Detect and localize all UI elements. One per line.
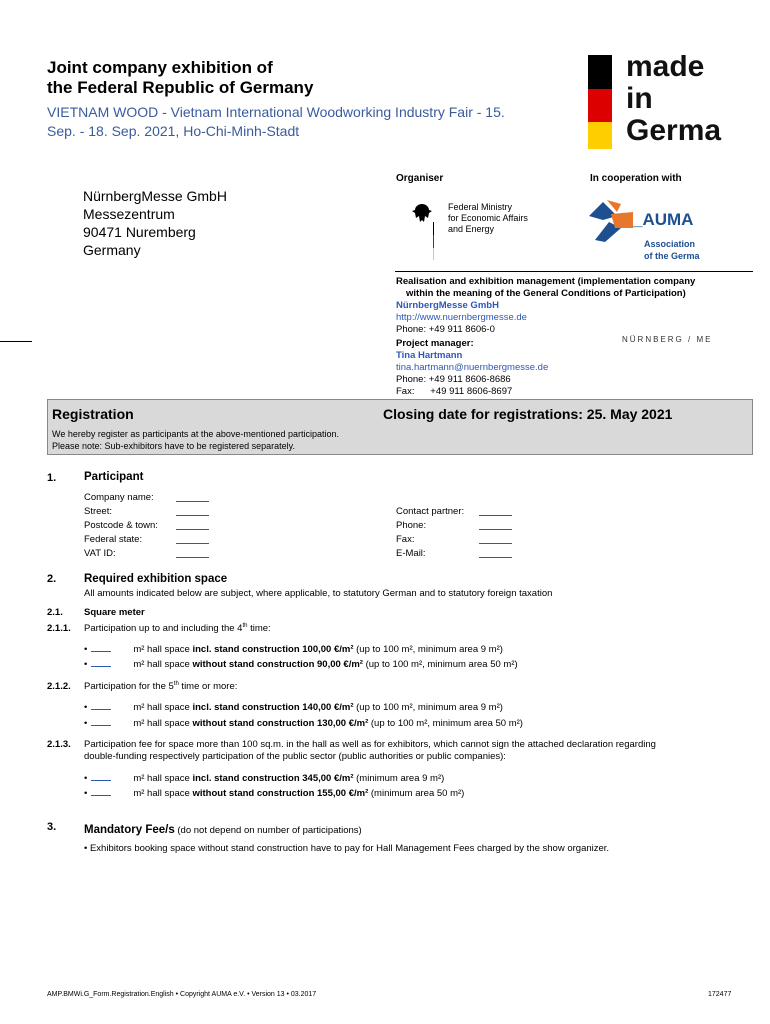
title-line-1: Joint company exhibition of (47, 58, 273, 77)
company-url-link[interactable]: http://www.nuernbergmesse.de (396, 312, 527, 323)
auma-sub-line: Association (644, 239, 696, 249)
bmwi-text (448, 202, 528, 235)
option-pre: m² hall space (133, 718, 193, 729)
s211-sup: th (242, 623, 248, 629)
bmwi-line: for Economic Affairs (448, 213, 528, 223)
s213-text (84, 739, 724, 763)
email-field[interactable] (479, 547, 512, 558)
s212-text-after: time or more: (178, 681, 238, 693)
subtitle-line-1: VIETNAM WOOD - Vietnam International Woodworking Industry Fair - 15. (47, 104, 505, 120)
registration-text-line: We hereby register as participants at the above-mentioned participation. (52, 429, 339, 439)
s211-without-m2-field[interactable] (91, 657, 111, 667)
section-title-participant: Participant (84, 471, 144, 483)
address-line: Messezentrum (83, 206, 175, 222)
bmwi-logo (410, 198, 540, 260)
option-post: (up to 100 m², minimum area 50 m²) (368, 718, 523, 729)
fair-subtitle (47, 103, 567, 141)
s212-text (84, 681, 237, 692)
realisation-heading: Realisation and exhibition management (implementation company (396, 276, 696, 287)
option-pre: m² hall space (133, 773, 193, 784)
auma-logo (587, 198, 717, 264)
registration-text (52, 428, 339, 452)
logo-word-in: in (626, 82, 653, 115)
option-row: • m² hall space incl. stand construction 140,00 €/m² (up to 100 m², minimum area 9 m²) (84, 702, 503, 713)
s212-sup: th (173, 681, 179, 687)
address-line: Germany (83, 242, 141, 258)
section-title-fees (84, 820, 362, 838)
bmwi-line: Federal Ministry (448, 202, 513, 212)
address-line: 90471 Nuremberg (83, 224, 196, 240)
flag-red-stripe (588, 89, 612, 122)
s213-text-line: Participation fee for space more than 100 sq.m. in the hall as well as for exhibitors, which cannot sign the attached declaration regarding (84, 739, 656, 750)
margin-mark (0, 341, 32, 342)
option-post: (up to 100 m², minimum area 9 m²) (353, 644, 503, 655)
option-price: incl. stand construction 100,00 €/m² (192, 644, 354, 655)
fax-field[interactable] (479, 533, 512, 544)
vat-id-field[interactable] (176, 547, 209, 558)
fees-text: • Exhibitors booking space without stand construction have to pay for Hall Management Fees charged by the show organizer. (84, 843, 610, 854)
logo-word-germany: Germa (626, 114, 722, 147)
bmwi-line: and Energy (448, 224, 495, 234)
s211-text-main: Participation up to and including the 4 (84, 623, 243, 635)
tax-note: All amounts indicated below are subject, where applicable, to statutory German and to statutory foreign taxation (84, 588, 553, 599)
subsection-number: 2.1.3. (47, 739, 71, 750)
s212-incl-m2-field[interactable] (91, 700, 111, 710)
registration-title: Registration (52, 406, 134, 422)
field-label: Company name: (84, 492, 154, 503)
registration-box (47, 399, 753, 455)
s213-incl-m2-field[interactable] (91, 771, 111, 781)
phone-field[interactable] (479, 519, 512, 530)
option-post: (minimum area 9 m²) (353, 773, 445, 784)
option-row: • m² hall space without stand construction 155,00 €/m² (minimum area 50 m²) (84, 788, 465, 799)
company-name-field[interactable] (176, 491, 209, 502)
option-price: without stand construction 155,00 €/m² (192, 788, 369, 799)
project-manager-label: Project manager: (396, 338, 474, 349)
option-post: (up to 100 m², minimum area 9 m²) (353, 702, 503, 713)
federal-state-field[interactable] (176, 533, 209, 544)
footer-left: AMP.BMWi.G_Form.Registration.English • Copyright AUMA e.V. • Version 13 • 03.2017 (47, 991, 317, 998)
made-in-germany-logo (588, 55, 728, 149)
option-price: incl. stand construction 140,00 €/m² (192, 702, 354, 713)
field-label: Street: (84, 506, 112, 517)
field-label: Fax: (396, 534, 415, 545)
s212-without-m2-field[interactable] (91, 716, 111, 726)
cooperation-label: In cooperation with (590, 173, 682, 184)
participant-left-labels (84, 491, 158, 561)
auma-name: _AUMA (633, 210, 694, 229)
s211-text-after: time: (247, 623, 271, 635)
s211-text (84, 623, 271, 634)
option-pre: m² hall space (133, 702, 193, 713)
project-manager-fax: Fax: +49 911 8606-8697 (396, 386, 513, 397)
subsection-number: 2.1.1. (47, 623, 71, 634)
option-pre: m² hall space (133, 644, 193, 655)
organiser-address (83, 187, 227, 259)
footer-right: 172477 (708, 991, 732, 998)
company-phone: Phone: +49 911 8606-0 (396, 324, 495, 335)
flag-gold-stripe (588, 122, 612, 149)
title-line-2: the Federal Republic of Germany (47, 78, 314, 97)
option-row: • m² hall space incl. stand construction 345,00 €/m² (minimum area 9 m²) (84, 773, 445, 784)
auma-subtitle (644, 238, 700, 262)
field-label: VAT ID: (84, 548, 116, 559)
participant-left-fields (176, 491, 209, 561)
eagle-icon (410, 198, 434, 260)
option-price: without stand construction 90,00 €/m² (192, 659, 363, 670)
divider (395, 271, 753, 272)
fees-title: Mandatory Fee/s (84, 824, 175, 836)
option-pre: m² hall space (133, 788, 193, 799)
street-field[interactable] (176, 505, 209, 516)
postcode-town-field[interactable] (176, 519, 209, 530)
section-title-space: Required exhibition space (84, 573, 228, 585)
project-manager-name: Tina Hartmann (396, 350, 463, 361)
option-row: • m² hall space without stand construction 90,00 €/m² (up to 100 m², minimum area 50 m²) (84, 659, 518, 670)
auma-mark-icon (587, 198, 637, 244)
flag-black-stripe (588, 55, 612, 89)
document-title (47, 58, 427, 98)
participant-right-labels (396, 505, 464, 561)
registration-text-line: Please note: Sub-exhibitors have to be registered separately. (52, 441, 295, 451)
option-post: (up to 100 m², minimum area 50 m²) (362, 659, 518, 670)
s213-without-m2-field[interactable] (91, 786, 111, 796)
option-post: (minimum area 50 m²) (368, 788, 465, 799)
section-number: 2. (47, 573, 57, 585)
s212-text-main: Participation for the 5 (84, 681, 174, 693)
closing-date: Closing date for registrations: 25. May 2021 (383, 406, 673, 422)
subsection-number: 2.1. (47, 607, 63, 618)
field-label: Phone: (396, 520, 427, 531)
subsection-number: 2.1.2. (47, 681, 71, 692)
realisation-heading: within the meaning of the General Conditions of Participation) (406, 288, 686, 299)
logo-wordmark (626, 55, 721, 147)
logo-word-made: made (626, 55, 705, 83)
field-label: E-Mail: (396, 548, 426, 559)
nuernbergmesse-logo: NÜRNBERG / ME (622, 335, 713, 344)
auma-sub-line: of the Germa (644, 251, 700, 261)
option-price: without stand construction 130,00 €/m² (192, 718, 369, 729)
project-manager-email-link[interactable]: tina.hartmann@nuernbergmesse.de (396, 362, 549, 373)
organiser-label: Organiser (396, 173, 444, 184)
option-row: • m² hall space incl. stand construction 100,00 €/m² (up to 100 m², minimum area 9 m²) (84, 644, 503, 655)
company-name: NürnbergMesse GmbH (396, 300, 499, 311)
field-label: Contact partner: (396, 506, 465, 517)
project-manager-phone: Phone: +49 911 8606-8686 (396, 374, 511, 385)
s213-text-line: double-funding respectively participation of the public sector (public authorities or public companies): (84, 751, 506, 762)
subtitle-line-2: Sep. - 18. Sep. 2021, Ho-Chi-Minh-Stadt (47, 123, 300, 139)
section-number: 3. (47, 821, 57, 833)
section-number: 1. (47, 472, 57, 484)
participant-right-fields (479, 505, 512, 561)
square-meter-title: Square meter (84, 607, 145, 618)
option-pre: m² hall space (133, 659, 193, 670)
contact-partner-field[interactable] (479, 505, 512, 516)
fees-title-note: (do not depend on number of participations) (174, 825, 362, 836)
field-label: Federal state: (84, 534, 143, 545)
field-label: Postcode & town: (84, 520, 158, 531)
option-row: • m² hall space without stand construction 130,00 €/m² (up to 100 m², minimum area 50 m²) (84, 718, 523, 729)
s211-incl-m2-field[interactable] (91, 642, 111, 652)
option-price: incl. stand construction 345,00 €/m² (192, 773, 354, 784)
address-line: NürnbergMesse GmbH (83, 188, 227, 204)
